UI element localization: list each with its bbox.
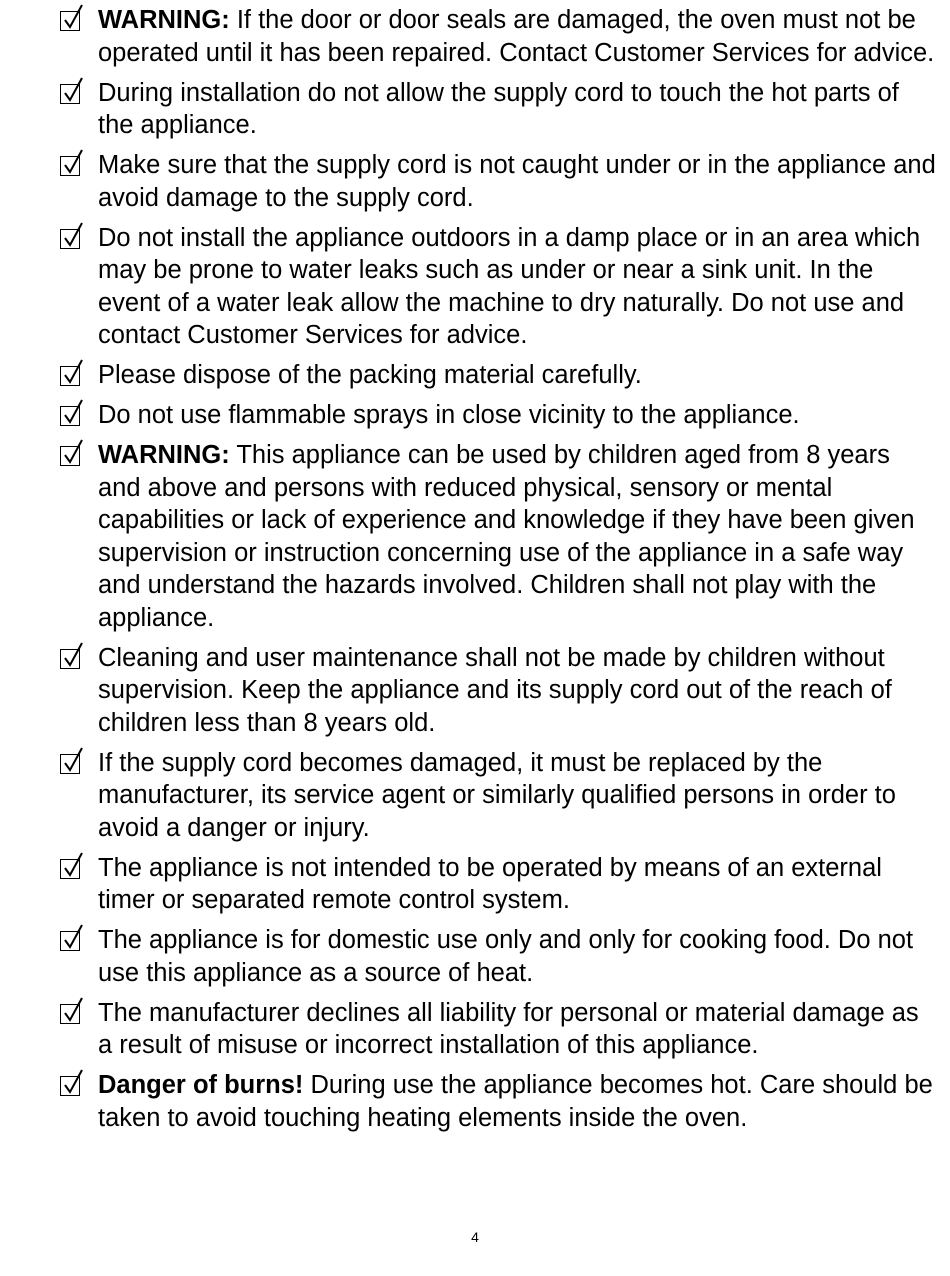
page-number: 4 — [471, 1229, 479, 1245]
checkbox-icon — [60, 156, 80, 176]
list-item — [58, 399, 938, 432]
item-text: The manufacturer declines all liability for personal or material damage as a result of misuse or incorrect installation of this appliance. — [98, 998, 919, 1059]
item-text: Do not use flammable sprays in close vicinity to the appliance. — [98, 401, 800, 429]
checkbox-icon — [60, 859, 80, 879]
list-item — [58, 747, 938, 845]
checkbox-icon — [60, 446, 80, 466]
item-text: Do not install the appliance outdoors in a damp place or in an area which may be prone to water leaks such as under or near a sink unit. In the event of a water leak allow the machine to dry naturally. Do not use and contact Customer Services for advice. — [98, 223, 921, 349]
list-item — [58, 924, 938, 989]
list-item — [58, 852, 938, 917]
list-item — [58, 149, 938, 214]
list-item — [58, 997, 938, 1062]
list-item — [58, 439, 938, 634]
checkbox-icon — [60, 754, 80, 774]
item-text: If the door or door seals are damaged, the oven must not be operated until it has been repaired. Contact Customer Services for advice. — [98, 6, 935, 67]
checkbox-icon — [60, 406, 80, 426]
checkbox-icon — [60, 366, 80, 386]
danger-label: Danger of burns! — [98, 1071, 304, 1099]
item-text: Please dispose of the packing material carefully. — [98, 361, 642, 389]
item-text: Make sure that the supply cord is not caught under or in the appliance and avoid damage to the supply cord. — [98, 151, 936, 212]
warning-label: WARNING: — [98, 6, 230, 34]
checkbox-icon — [60, 931, 80, 951]
list-item — [58, 222, 938, 352]
item-text: Cleaning and user maintenance shall not be made by children without supervision. Keep the appliance and its supply cord out of the reach of children less than 8 years old. — [98, 643, 892, 737]
checkbox-icon — [60, 649, 80, 669]
item-text: This appliance can be used by children aged from 8 years and above and persons with reduced physical, sensory or mental capabilities or lack of experience and knowledge if they have been given supervision or instruction concerning use of the appliance in a safe way and understand the hazards involved. Children shall not play with the appliance. — [98, 441, 915, 632]
item-text: During use the appliance becomes hot. Care should be taken to avoid touching heating elements inside the oven. — [98, 1071, 933, 1132]
item-text: During installation do not allow the supply cord to touch the hot parts of the appliance. — [98, 78, 899, 139]
checkbox-icon — [60, 84, 80, 104]
checkbox-icon — [60, 11, 80, 31]
safety-instructions-list — [58, 4, 938, 1142]
item-text: The appliance is for domestic use only and only for cooking food. Do not use this appliance as a source of heat. — [98, 926, 914, 987]
item-text: If the supply cord becomes damaged, it must be replaced by the manufacturer, its service agent or similarly qualified persons in order to avoid a danger or injury. — [98, 748, 896, 842]
checkbox-icon — [60, 229, 80, 249]
checkbox-icon — [60, 1004, 80, 1024]
list-item — [58, 4, 938, 69]
item-text: The appliance is not intended to be operated by means of an external timer or separated remote control system. — [98, 853, 882, 914]
list-item — [58, 77, 938, 142]
warning-label: WARNING: — [98, 441, 230, 469]
list-item — [58, 642, 938, 740]
checkbox-icon — [60, 1076, 80, 1096]
list-item — [58, 1069, 938, 1134]
list-item — [58, 359, 938, 392]
